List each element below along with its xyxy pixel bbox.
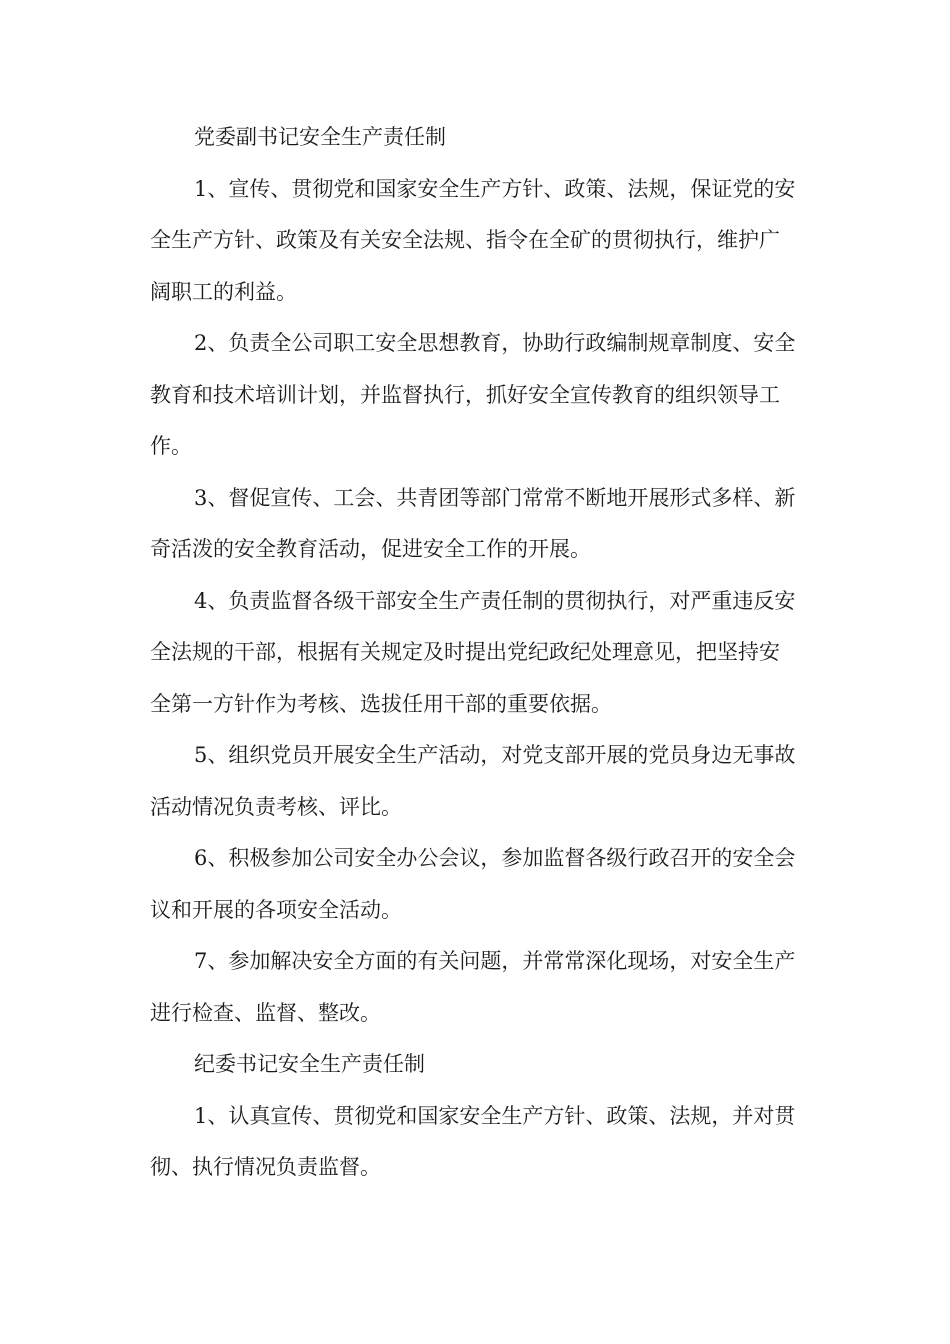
paragraph-item-6: 6、积极参加公司安全办公会议，参加监督各级行政召开的安全会议和开展的各项安全活动。 [150, 846, 796, 922]
paragraph-item-1-discipline: 1、认真宣传、贯彻党和国家安全生产方针、政策、法规，并对贯彻、执行情况负责监督。 [150, 1103, 796, 1179]
paragraph-item-4: 4、负责监督各级干部安全生产责任制的贯彻执行，对严重违反安全法规的干部，根据有关规定及时提出党纪政纪处理意见，把坚持安全第一方针作为考核、选拔任用干部的重要依据。 [150, 588, 796, 716]
paragraph-item-5: 5、组织党员开展安全生产活动，对党支部开展的党员身边无事故活动情况负责考核、评比。 [150, 743, 796, 819]
section-heading-discipline-secretary: 纪委书记安全生产责任制 [194, 1052, 425, 1076]
document-body [150, 112, 800, 1194]
paragraph-item-7: 7、参加解决安全方面的有关问题，并常常深化现场，对安全生产进行检查、监督、整改。 [150, 949, 796, 1025]
section-heading-party-deputy-secretary: 党委副书记安全生产责任制 [194, 125, 446, 149]
paragraph-item-2: 2、负责全公司职工安全思想教育，协助行政编制规章制度、安全教育和技术培训计划，并监督执行，抓好安全宣传教育的组织领导工作。 [150, 331, 796, 458]
paragraph-item-1: 1、宣传、贯彻党和国家安全生产方针、政策、法规，保证党的安全生产方针、政策及有关安全法规、指令在全矿的贯彻执行，维护广阔职工的利益。 [150, 176, 796, 304]
paragraph-item-3: 3、督促宣传、工会、共青团等部门常常不断地开展形式多样、新奇活泼的安全教育活动，促进安全工作的开展。 [150, 485, 796, 561]
